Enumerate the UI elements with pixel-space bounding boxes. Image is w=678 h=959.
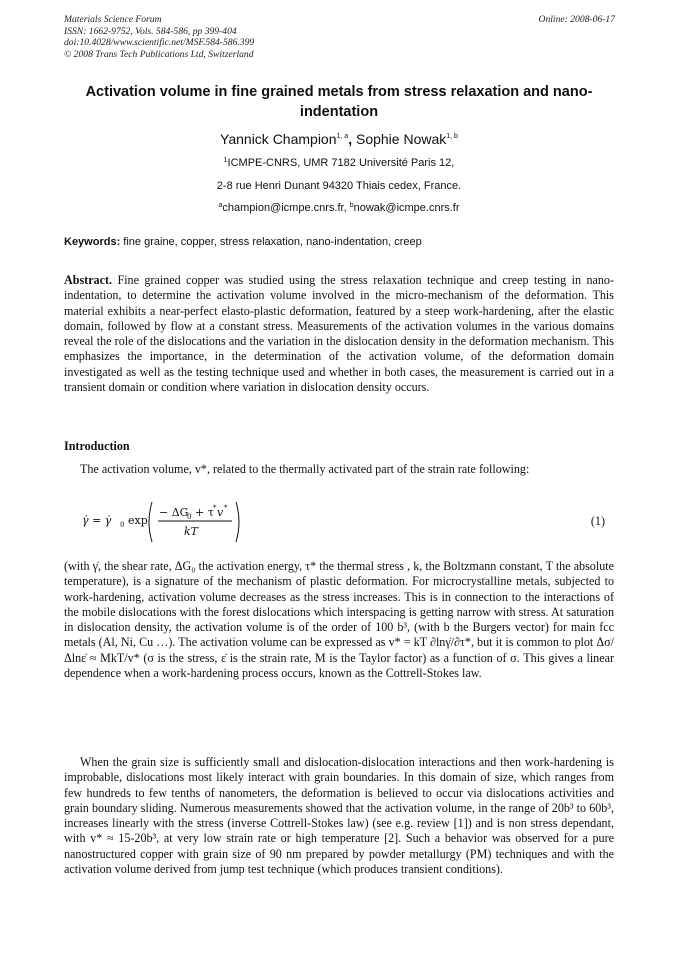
- abstract: [64, 273, 614, 395]
- author-separator: ,: [348, 131, 356, 147]
- email-b: nowak@icmpe.cnrs.fr: [353, 202, 460, 214]
- intro-paragraph-2: (with γ̇, the shear rate, ΔG₀ the activation energy, τ* the thermal stress , k, the Boltzmann constant, T the absolute temperature), is a signature of the mechanism of plastic deformation. For microcrystalline metals, subjected to work-hardening, activation volume decreases as the stress increases. This is in connection to the interactions of the mobile dislocations with the forest dislocations which interspacing is getting narrow with stress. At saturation in dislocation density, the activation volume is of the order of 100 b³, (with b the Burgers vector) for main fcc metals (Al, Ni, Cu …). The activation volume can be expressed as v* = kT ∂lnγ̇/∂τ*, but it is common to plot Δσ/Δlnε̇ ≈ MkT/v* (σ is the stress, ε̇ is the strain rate, M is the Taylor factor) as a function of σ. This gives a linear dependence when a work-hardening process occurs, known as the Cottrell-Stokes law.: [64, 559, 614, 681]
- svg-text:− ΔG: − ΔG: [159, 506, 189, 519]
- affiliation-line-2: 2-8 rue Henri Dunant 94320 Thiais cedex, France.: [216, 180, 462, 192]
- author-1: Yannick Champion: [220, 131, 337, 147]
- equation-1: [64, 492, 614, 552]
- journal-name: Materials Science Forum: [64, 14, 162, 25]
- copyright: © 2008 Trans Tech Publications Ltd, Switzerland: [64, 48, 254, 60]
- paper-title: Activation volume in fine grained metals from stress relaxation and nano-indentation: [85, 84, 593, 120]
- svg-text:kT: kT: [184, 525, 199, 538]
- svg-text:0: 0: [120, 521, 125, 529]
- author-2: Sophie Nowak: [355, 131, 447, 147]
- section-heading-introduction: Introduction: [64, 439, 130, 453]
- keywords-text: fine graine, copper, stress relaxation, nano-indentation, creep: [120, 236, 422, 248]
- affiliation-sup: 1: [223, 157, 228, 164]
- svg-text:0: 0: [187, 513, 192, 521]
- svg-text:*: *: [224, 504, 228, 512]
- affiliation-line-1: [64, 156, 614, 170]
- email-line: [64, 201, 614, 215]
- svg-text:exp: exp: [128, 514, 148, 527]
- doi: doi:10.4028/www.scientific.net/MSF.584-586.399: [64, 37, 255, 48]
- abstract-text: Fine grained copper was studied using the stress relaxation technique and creep testing in nano-indentation, to determine the activation volume involved in the micro-mechanism of the deformation. This material exhibits a near-perfect elasto-plastic deformation, featured by a steep work-hardening, after the elastic domain, followed by flow at a constant stress. Measurements of the activation volumes in the various domains reveal the role of the dislocations and the variation in the dislocation density in the deformation mechanism. This emphasizes the importance, in the determination of the activation volume, of the deformation domain investigated as well as the testing technique used and whether in both cases, the measurement is carried out in a transient domain or condition where variation in dislocation density occurs.: [64, 273, 614, 395]
- svg-text:*: *: [213, 504, 217, 512]
- journal-header: [64, 14, 254, 60]
- email-a: champion@icmpe.cnrs.fr,: [222, 202, 350, 214]
- author-2-sup: 1, b: [446, 133, 458, 140]
- keywords-label: Keywords:: [64, 236, 121, 248]
- keywords: [64, 236, 614, 248]
- online-date: Online: 2008-06-17: [538, 14, 615, 25]
- email-sup-b: b: [349, 202, 354, 209]
- abstract-label: Abstract.: [64, 273, 113, 287]
- email-sup-a: a: [218, 202, 223, 209]
- intro-paragraph-3: When the grain size is sufficiently small and dislocation-dislocation interactions and then work-hardening is improbable, dislocations most likely interact with grain boundaries. In this domain of size, which ranges from few hundreds to few tenths of nanometers, the deformation is believed to occur via dislocations activities and grain boundary sliding. Numerous measurements showed that the activation volume, in the range of 20b³ to 60b³, increases linearly with the stress (inverse Cottrell-Stokes law) (see e.g. review [1]) and is non stress dependant, with v* ≈ 15-20b³, at very low strain rate or high temperature [2]. Such a behavior was observed for a pure nanostructured copper with grain size of 90 nm prepared by powder metallurgy (PM) techniques and with the activation volume derived from jump test technique (which produces transient conditions).: [64, 755, 614, 877]
- issn: ISSN: 1662-9752, Vols. 584-586, pp 399-404: [64, 25, 237, 37]
- svg-text:γ̇ = γ̇: γ̇ = γ̇: [82, 514, 112, 527]
- author-line: [64, 130, 614, 148]
- intro-paragraph-1: The activation volume, v*, related to the thermally activated part of the strain rate following:: [80, 462, 530, 476]
- svg-text:+ τ: + τ: [195, 506, 214, 519]
- affiliation-text-1: ICMPE-CNRS, UMR 7182 Université Paris 12,: [227, 157, 455, 169]
- svg-text:v: v: [217, 506, 224, 519]
- equation-number: (1): [590, 514, 605, 528]
- author-1-sup: 1, a: [336, 133, 349, 140]
